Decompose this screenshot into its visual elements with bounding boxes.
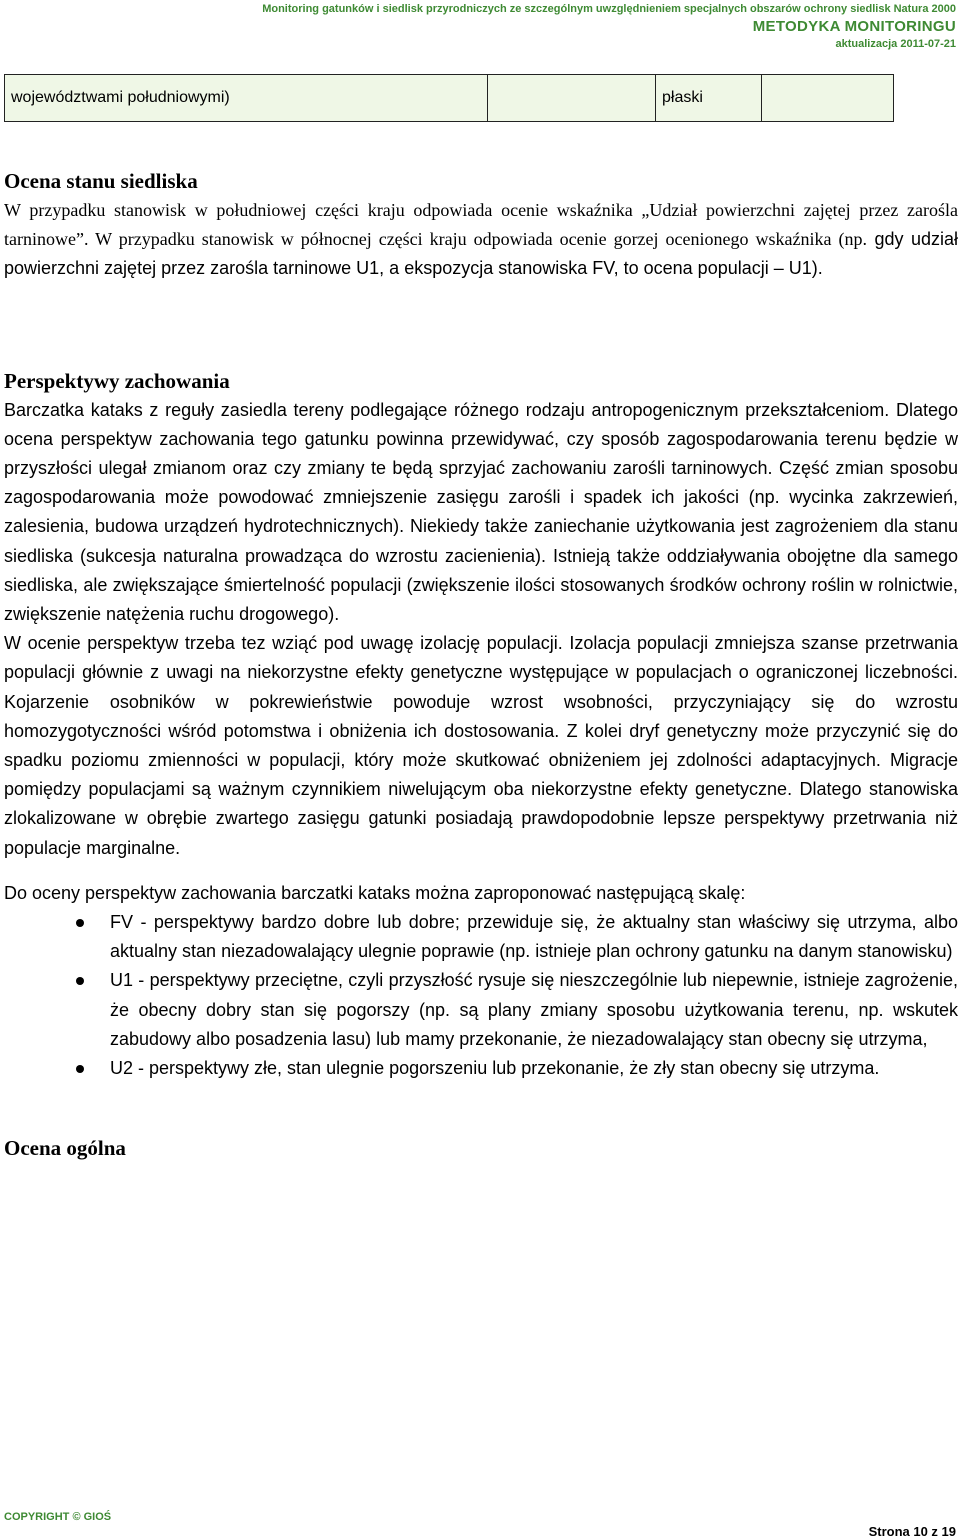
scale-item-u1: U1 - perspektywy przeciętne, czyli przyszłość rysuje się nieszczególnie lub niepewnie, istnieje zagrożenie, że obecny dobry stan się pogorszy (np. są plany zmiany sposobu użytkowania terenu, np. wskutek zabudowy albo posadzenia lasu) lub mamy przekonanie, że niezadowalający stan obecny się utrzyma, bbox=[110, 970, 958, 1049]
bullet-icon bbox=[76, 977, 84, 985]
table-row bbox=[5, 75, 894, 122]
scale-list bbox=[4, 908, 958, 1083]
bullet-icon bbox=[76, 1065, 84, 1073]
footer-page-number: Strona 10 z 19 bbox=[868, 1524, 956, 1539]
list-item bbox=[4, 966, 958, 1054]
bullet-icon bbox=[76, 919, 84, 927]
habitat-table bbox=[4, 74, 894, 122]
section-heading-overall: Ocena ogólna bbox=[4, 1136, 126, 1161]
habitat-state-paragraph bbox=[4, 196, 958, 284]
document-body bbox=[4, 166, 958, 1163]
section-heading-habitat-state: Ocena stanu siedliska bbox=[4, 169, 198, 193]
page-header bbox=[262, 0, 956, 52]
section-heading-prospects: Perspektywy zachowania bbox=[4, 368, 230, 393]
header-date: aktualizacja 2011-07-21 bbox=[835, 38, 956, 50]
table-cell: płaski bbox=[656, 75, 762, 122]
prospects-paragraph-2: W ocenie perspektyw trzeba tez wziąć pod uwagę izolację populacji. Izolacja populacji zmniejsza szanse przetrwania populacji głównie z uwagi na niekorzystne efekty genetyczne występujące w populacjach o ograniczonej liczebności. Kojarzenie osobników w pokrewieństwie powoduje wzrost wsobności, przyczyniający się do wzrostu homozygotyczności wśród potomstwa i obniżenia ich dostosowania. Z kolei dryf genetyczny może przyczynić się do spadku poziomu zmienności w populacji, który może skutkować obniżeniem jej zdolności adaptacyjnych. Migracje pomiędzy populacjami są ważnym czynnikiem niwelującym oba niekorzystne efekty genetyczne. Dlatego stanowiska zlokalizowane w obrębie zwartego zasięgu gatunki posiadają prawdopodobnie lepsze perspektywy przetrwania niż populacje marginalne. bbox=[4, 633, 958, 858]
scale-item-u2: U2 - perspektywy złe, stan ulegnie pogorszeniu lub przekonanie, że zły stan obecny się utrzyma. bbox=[110, 1058, 880, 1079]
table-cell: województwami południowymi) bbox=[5, 75, 488, 122]
table-cell bbox=[488, 75, 656, 122]
scale-intro: Do oceny perspektyw zachowania barczatki kataks można zaproponować następującą skalę: bbox=[4, 882, 746, 903]
footer-copyright: COPYRIGHT © GIOŚ bbox=[4, 1511, 112, 1523]
scale-item-fv: FV - perspektywy bardzo dobre lub dobre; przewiduje się, że aktualny stan właściwy się utrzyma, albo aktualny stan niezadowalający ulegnie poprawie (np. istnieje plan ochrony gatunku na danym stanowisku) bbox=[110, 912, 958, 962]
habitat-state-text-serif: W przypadku stanowisk w południowej części kraju odpowiada ocenie wskaźnika „Udział powierzchni zajętej przez zarośla tarninowe”. W przypadku stanowisk w północnej części kraju odpowiada ocenie gorzej ocenionego wskaźnika (np. bbox=[4, 200, 958, 250]
list-item bbox=[4, 908, 958, 966]
prospects-paragraph-1: Barczatka kataks z reguły zasiedla tereny podlegające różnego rodzaju antropogenicznym przekształceniom. Dlatego ocena perspektyw zachowania tego gatunku powinna przewidywać, czy sposób zagospodarowania terenu będzie w przyszłości ulegał zmianom oraz czy zmiany te będą sprzyjać zachowaniu zarośli tarninowych. Część zmian sposobu zagospodarowania może powodować zmniejszenie zasięgu zarośli i spadek ich jakości (np. wycinka zakrzewień, zalesienia, budowa urządzeń hydrotechnicznych). Niekiedy także zaniechanie użytkowania jest zagrożeniem dla stanu siedliska (sukcesja naturalna prowadząca do wzrostu zacienienia). Istnieją także oddziaływania obojętne dla samego siedliska, ale zwiększające śmiertelność populacji (zwiększenie ilości stosowanych środków ochrony roślin w rolnictwie, zwiększenie natężenia ruchu drogowego). bbox=[4, 399, 958, 625]
table-cell bbox=[762, 75, 894, 122]
header-brand: METODYKA MONITORINGU bbox=[752, 18, 956, 35]
list-item bbox=[4, 1054, 958, 1083]
habitat-state-text-sans: gdy udział powierzchni zajętej przez zarośla tarninowe U1, a ekspozycja stanowiska FV, to ocena populacji – U1). bbox=[4, 229, 958, 279]
header-title: Monitoring gatunków i siedlisk przyrodniczych ze szczególnym uwzględnieniem specjalnych obszarów ochrony siedlisk Natura 2000 bbox=[262, 3, 956, 15]
